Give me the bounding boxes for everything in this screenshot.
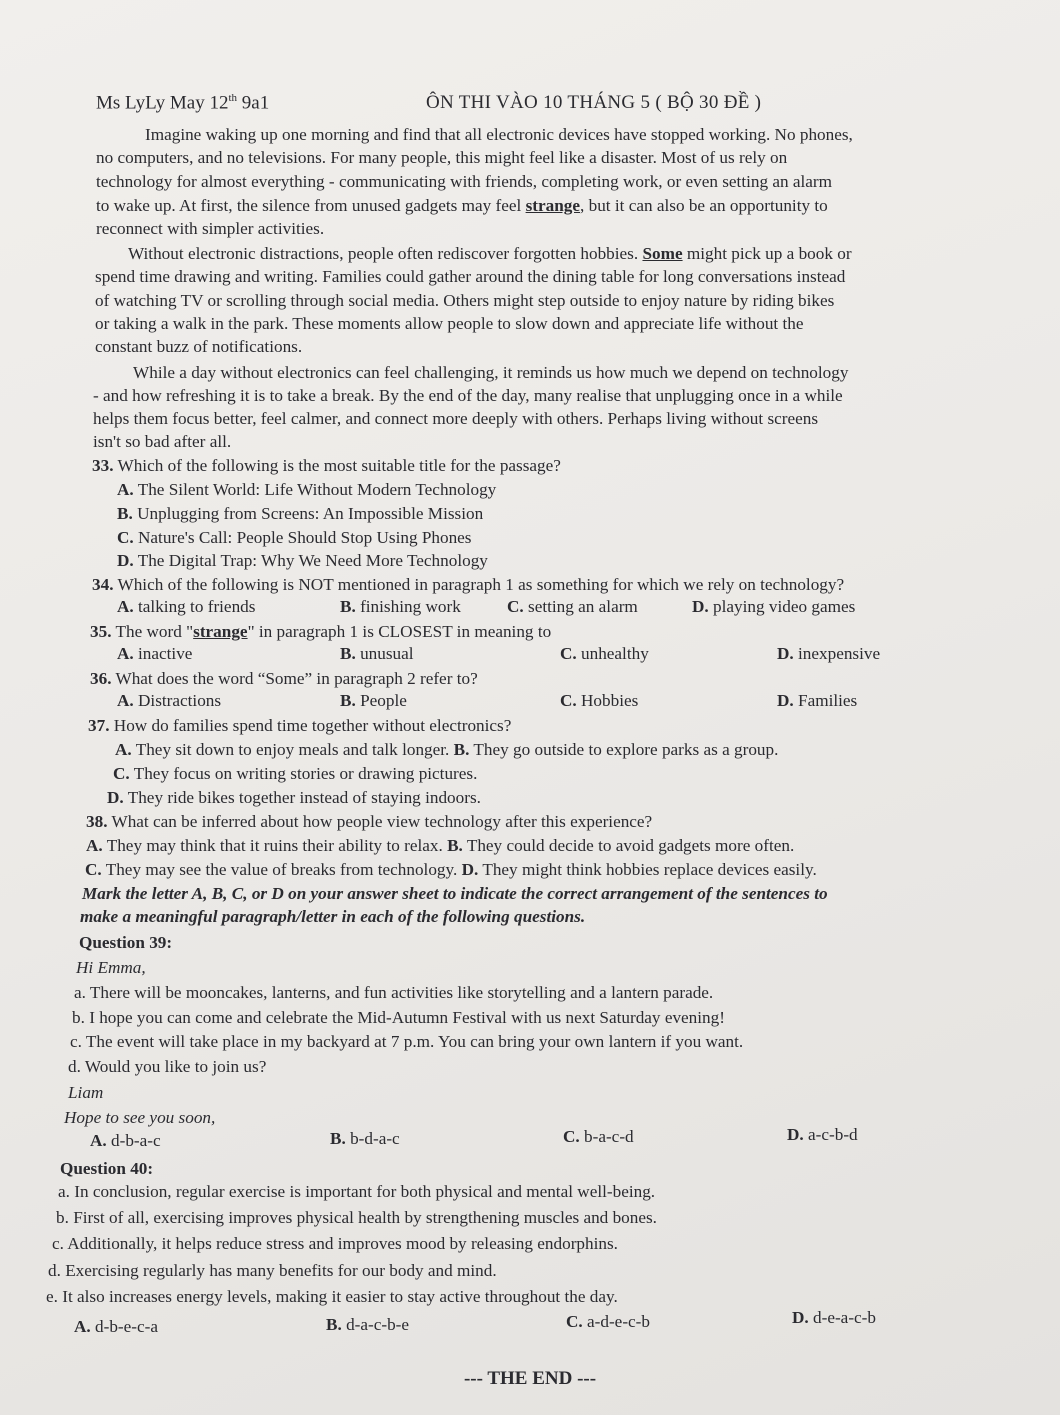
underlined-word-some: Some [642, 244, 683, 263]
passage-line: of watching TV or scrolling through social media. Others might step outside to enjoy nature by riding bikes [95, 291, 835, 310]
option-c: C. b-a-c-d [563, 1127, 634, 1146]
option-b: B. d-a-c-b-e [326, 1315, 410, 1334]
option-a: A. The Silent World: Life Without Modern Technology [117, 480, 497, 499]
sentence-d: d. Exercising regularly has many benefits for our body and mind. [48, 1261, 497, 1280]
option-d: D. They ride bikes together instead of staying indoors. [107, 788, 481, 807]
option-c: C. unhealthy [560, 644, 649, 663]
passage-line: - and how refreshing it is to take a break. By the end of the day, many realise that unplugging once in a while [93, 386, 843, 405]
passage-line: isn't so bad after all. [93, 432, 232, 451]
option-c: C. a-d-e-c-b [566, 1312, 650, 1331]
letter-closing: Hope to see you soon, [64, 1108, 216, 1127]
sentence-b: b. I hope you can come and celebrate the Mid-Autumn Festival with us next Saturday evening! [72, 1008, 725, 1027]
option-b: B. Unplugging from Screens: An Impossible Mission [117, 504, 484, 523]
option-d: D. a-c-b-d [787, 1125, 858, 1144]
letter-greeting: Hi Emma, [76, 958, 146, 977]
sentence-b: b. First of all, exercising improves physical health by strengthening muscles and bones. [56, 1208, 657, 1227]
passage-line: technology for almost everything - communicating with friends, completing work, or even setting an alarm [96, 172, 833, 191]
passage-line: spend time drawing and writing. Families could gather around the dining table for long conversations instead [95, 267, 846, 286]
sentence-a: a. There will be mooncakes, lanterns, and fun activities like storytelling and a lantern parade. [74, 983, 714, 1002]
option-a: A. talking to friends [117, 597, 256, 616]
option-a: A. d-b-a-c [90, 1131, 161, 1150]
option-c: C. Nature's Call: People Should Stop Using Phones [117, 528, 472, 547]
passage-line: to wake up. At first, the silence from unused gadgets may feel strange, but it can also be an opportunity to [96, 196, 828, 215]
option-c-d: C. They may see the value of breaks from technology. D. They might think hobbies replace devices easily. [85, 860, 817, 879]
question-33: 33. Which of the following is the most suitable title for the passage? [92, 456, 561, 475]
option-d: D. Families [777, 691, 858, 710]
option-b: B. unusual [340, 644, 414, 663]
question-35: 35. The word "strange" in paragraph 1 is CLOSEST in meaning to [90, 622, 552, 641]
option-d: D. inexpensive [777, 644, 881, 663]
question-39-title: Question 39: [79, 933, 173, 952]
instruction: make a meaningful paragraph/letter in each of the following questions. [80, 907, 586, 926]
option-d: D. playing video games [692, 597, 856, 616]
option-c: C. setting an alarm [507, 597, 638, 616]
exam-title: ÔN THI VÀO 10 THÁNG 5 ( BỘ 30 ĐỀ ) [426, 92, 762, 113]
sentence-d: d. Would you like to join us? [68, 1057, 267, 1076]
option-b: B. b-d-a-c [330, 1129, 400, 1148]
passage-line: reconnect with simpler activities. [96, 219, 325, 238]
question-38: 38. What can be inferred about how people view technology after this experience? [86, 812, 653, 831]
passage-line: Without electronic distractions, people often rediscover forgotten hobbies. Some might pick up a book or [128, 244, 852, 263]
end-marker: --- THE END --- [463, 1368, 597, 1389]
sentence-c: c. Additionally, it helps reduce stress and improves mood by releasing endorphins. [52, 1234, 618, 1253]
option-a-b: A. They may think that it ruins their ability to relax. B. They could decide to avoid gadgets more often. [86, 836, 795, 855]
passage-line: helps them focus better, feel calmer, and connect more deeply with others. Perhaps living without screens [93, 409, 819, 428]
option-a: A. d-b-e-c-a [74, 1317, 158, 1336]
option-b: B. finishing work [340, 597, 461, 616]
passage-line: constant buzz of notifications. [95, 337, 303, 356]
question-40-title: Question 40: [60, 1159, 154, 1178]
passage-line: no computers, and no televisions. For many people, this might feel like a disaster. Most of us rely on [96, 148, 788, 167]
option-a: A. inactive [117, 644, 193, 663]
option-b: B. People [340, 691, 407, 710]
question-34: 34. Which of the following is NOT mentioned in paragraph 1 as something for which we rely on technology? [92, 575, 845, 594]
teacher-class-label: Ms LyLy May 12th 9a1 [96, 92, 270, 114]
letter-name: Liam [68, 1083, 104, 1102]
sentence-e: e. It also increases energy levels, making it easier to stay active throughout the day. [46, 1287, 618, 1306]
passage-line: While a day without electronics can feel challenging, it reminds us how much we depend on technology [133, 363, 849, 382]
passage-line: or taking a walk in the park. These moments allow people to slow down and appreciate life without the [95, 314, 804, 333]
instruction: Mark the letter A, B, C, or D on your answer sheet to indicate the correct arrangement of the sentences to [82, 884, 828, 903]
option-d: D. d-e-a-c-b [792, 1308, 876, 1327]
question-37: 37. How do families spend time together without electronics? [88, 716, 512, 735]
option-d: D. The Digital Trap: Why We Need More Technology [117, 551, 488, 570]
sentence-c: c. The event will take place in my backyard at 7 p.m. You can bring your own lantern if you want. [70, 1032, 744, 1051]
question-36: 36. What does the word “Some” in paragraph 2 refer to? [90, 669, 478, 688]
option-a-b: A. They sit down to enjoy meals and talk longer. B. They go outside to explore parks as a group. [115, 740, 779, 759]
sentence-a: a. In conclusion, regular exercise is important for both physical and mental well-being. [58, 1182, 656, 1201]
option-c: C. They focus on writing stories or drawing pictures. [113, 764, 478, 783]
option-c: C. Hobbies [560, 691, 639, 710]
option-a: A. Distractions [117, 691, 222, 710]
passage-line: Imagine waking up one morning and find that all electronic devices have stopped working. No phones, [145, 125, 853, 144]
underlined-word-strange: strange [525, 196, 580, 215]
